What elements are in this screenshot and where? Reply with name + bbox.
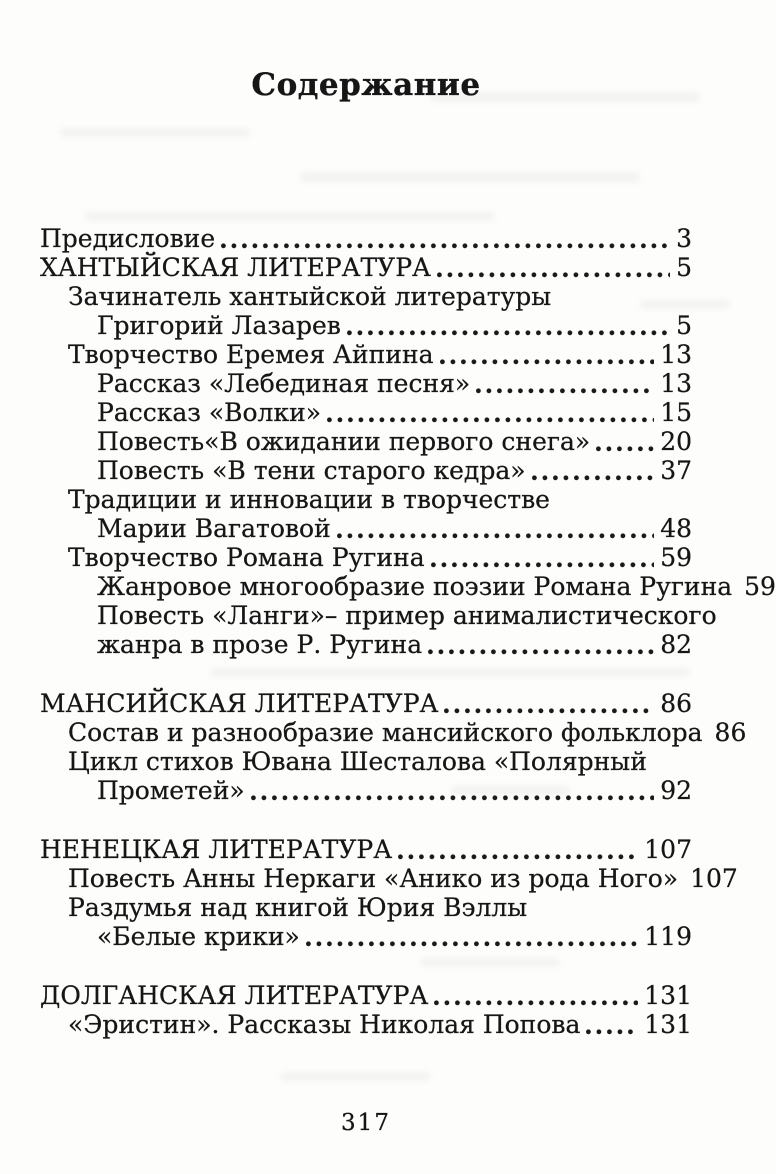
dot-leader xyxy=(251,795,655,801)
toc-entry xyxy=(40,398,692,427)
toc-entry-page-number: 5 xyxy=(676,311,692,340)
toc-entry-page-number: 13 xyxy=(660,340,692,369)
toc-entry-page-number: 3 xyxy=(676,224,692,253)
toc-entry xyxy=(40,689,692,718)
toc-entry-title: ХАНТЫЙСКАЯ ЛИТЕРАТУРА xyxy=(40,253,431,282)
toc-entry-page-number: 13 xyxy=(660,369,692,398)
toc-entry-title: МАНСИЙСКАЯ ЛИТЕРАТУРА xyxy=(40,689,439,718)
leader-spacer xyxy=(556,504,688,510)
toc-entry-title: Творчество Еремея Айпина xyxy=(68,340,434,369)
bleed-through-artifact xyxy=(300,172,640,182)
toc-entry xyxy=(40,1010,692,1039)
bleed-through-artifact xyxy=(60,128,250,137)
toc-entry-page-number: 119 xyxy=(644,922,692,951)
toc-entry xyxy=(40,630,692,659)
toc-entry-title: Раздумья над книгой Юрия Вэллы xyxy=(68,893,528,922)
toc-entry-page-number: 59 xyxy=(744,572,776,601)
dot-leader xyxy=(532,475,655,481)
toc-entry xyxy=(40,572,776,601)
toc-entry xyxy=(40,718,747,747)
toc-entry-title: Прометей» xyxy=(97,776,245,805)
dot-leader xyxy=(306,941,638,947)
dot-leader xyxy=(327,417,654,423)
toc-entry-page-number: 107 xyxy=(644,835,692,864)
toc-entry xyxy=(40,369,692,398)
toc-entry xyxy=(40,747,692,776)
toc-entry-title: «Эристин». Рассказы Николая Попова xyxy=(68,1010,581,1039)
dot-leader xyxy=(440,359,655,365)
toc-entry xyxy=(40,427,692,456)
toc-entry xyxy=(40,543,692,572)
toc-entry xyxy=(40,601,717,630)
leader-spacer xyxy=(533,912,688,918)
bleed-through-artifact xyxy=(280,1072,430,1081)
toc-entry-title: Рассказ «Волки» xyxy=(97,398,322,427)
table-of-contents xyxy=(40,224,776,1039)
dot-leader xyxy=(337,533,654,539)
toc-entry-title: Марии Вагатовой xyxy=(97,514,331,543)
toc-entry-title: Цикл стихов Ювана Шесталова «Полярный xyxy=(68,747,647,776)
toc-entry-title: Жанровое многообразие поэзии Романа Ругина xyxy=(97,572,733,601)
toc-entry xyxy=(40,864,738,893)
toc-entry xyxy=(40,922,692,951)
toc-entry xyxy=(40,282,692,311)
toc-entry-page-number: 131 xyxy=(644,981,692,1010)
toc-entry-page-number: 82 xyxy=(660,630,692,659)
page-title: Содержание xyxy=(251,66,481,103)
toc-entry-page-number: 59 xyxy=(660,543,692,572)
toc-entry-title: Повесть Анны Неркаги «Анико из рода Ного» xyxy=(68,864,679,893)
leader-spacer xyxy=(653,766,688,772)
toc-entry-page-number: 86 xyxy=(714,718,747,747)
toc-entry-title: НЕНЕЦКАЯ ЛИТЕРАТУРА xyxy=(40,835,393,864)
toc-entry xyxy=(40,485,692,514)
toc-entry-page-number: 20 xyxy=(660,427,692,456)
toc-entry-page-number: 107 xyxy=(690,864,738,893)
toc-entry-title: Традиции и инновации в творчестве xyxy=(68,485,550,514)
toc-entry-title: Предисловие xyxy=(40,224,216,253)
dot-leader xyxy=(437,272,670,278)
toc-entry xyxy=(40,776,692,805)
dot-leader xyxy=(476,388,654,394)
toc-entry xyxy=(40,224,692,253)
toc-entry-title: Повесть «Ланги»– пример анималистического xyxy=(97,601,717,630)
toc-entry-title: Зачинатель хантыйской литературы xyxy=(68,282,552,311)
toc-entry-title: Творчество Романа Ругина xyxy=(68,543,425,572)
dot-leader xyxy=(428,649,654,655)
folio-page-number: 317 xyxy=(341,1110,391,1136)
toc-entry-title: Состав и разнообразие мансийского фольклора xyxy=(68,718,703,747)
toc-entry-title: «Белые крики» xyxy=(97,922,300,951)
dot-leader xyxy=(221,243,670,249)
dot-leader xyxy=(398,854,638,860)
toc-entry-page-number: 86 xyxy=(660,689,692,718)
toc-entry-page-number: 5 xyxy=(676,253,692,282)
toc-entry xyxy=(40,340,692,369)
dot-leader xyxy=(347,330,670,336)
leader-spacer xyxy=(557,301,688,307)
toc-entry-page-number: 131 xyxy=(644,1010,692,1039)
toc-entry xyxy=(40,514,692,543)
dot-leader xyxy=(431,562,655,568)
toc-entry xyxy=(40,311,692,340)
toc-entry xyxy=(40,893,692,922)
toc-entry-title: Григорий Лазарев xyxy=(97,311,341,340)
dot-leader xyxy=(586,1029,638,1035)
toc-entry-title: Рассказ «Лебединая песня» xyxy=(97,369,471,398)
toc-entry-page-number: 48 xyxy=(660,514,692,543)
dot-leader xyxy=(444,708,654,714)
toc-entry xyxy=(40,981,692,1010)
toc-entry xyxy=(40,253,692,282)
toc-entry-title: жанра в прозе Р. Ругина xyxy=(97,630,423,659)
bleed-through-artifact xyxy=(85,212,495,221)
toc-entry xyxy=(40,835,692,864)
toc-entry-page-number: 37 xyxy=(660,456,692,485)
toc-entry-title: Повесть«В ожидании первого снега» xyxy=(97,427,591,456)
toc-entry-title: ДОЛГАНСКАЯ ЛИТЕРАТУРА xyxy=(40,981,429,1010)
toc-entry-page-number: 15 xyxy=(660,398,692,427)
toc-entry xyxy=(40,456,692,485)
toc-entry-title: Повесть «В тени старого кедра» xyxy=(97,456,526,485)
dot-leader xyxy=(596,446,654,452)
dot-leader xyxy=(434,1000,638,1006)
toc-entry-page-number: 92 xyxy=(660,776,692,805)
